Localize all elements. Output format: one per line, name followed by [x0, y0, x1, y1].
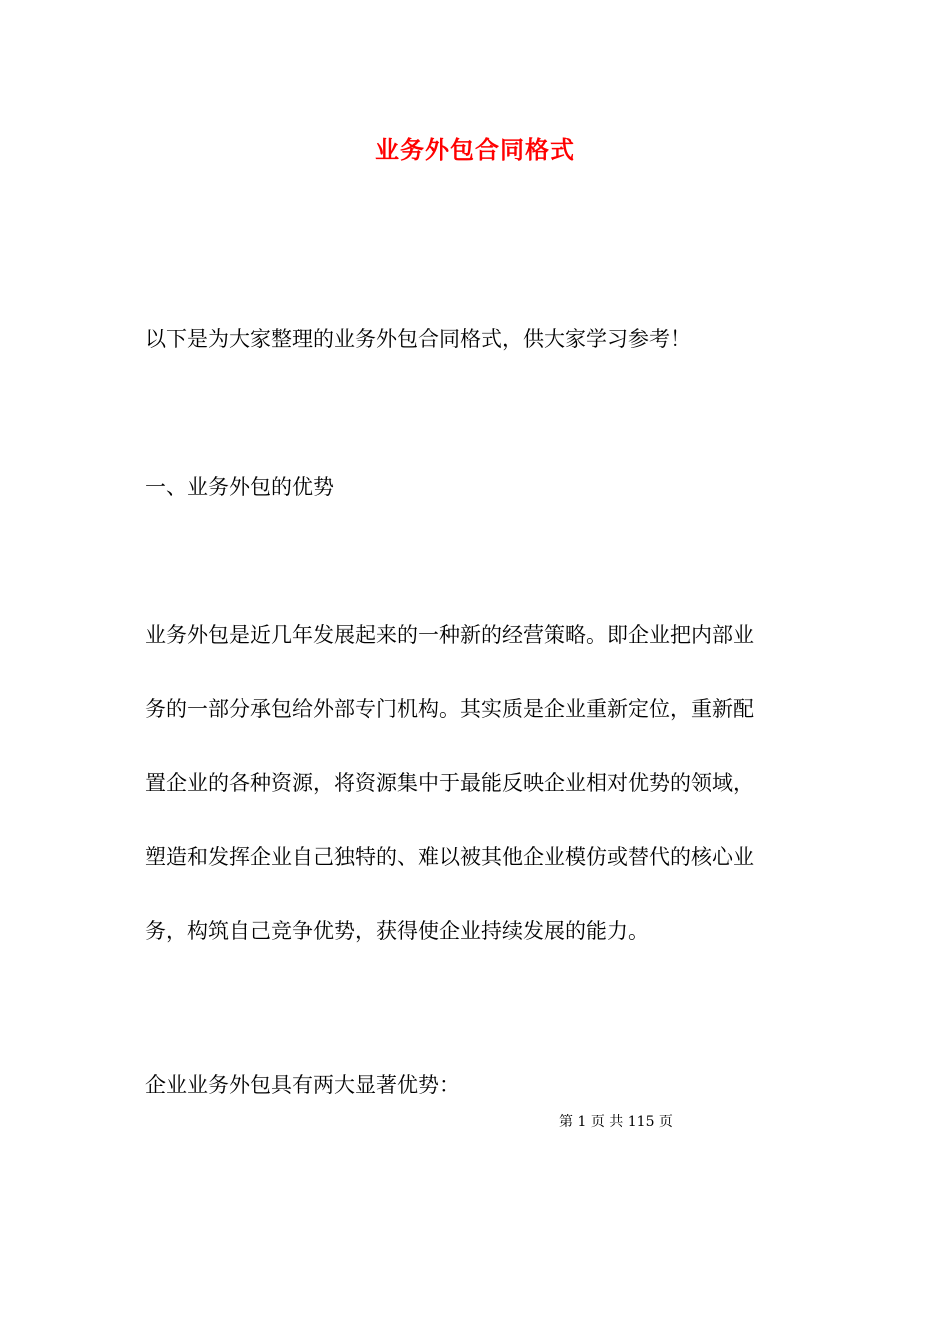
body-line: 务，构筑自己竞争优势，获得使企业持续发展的能力。 — [145, 919, 649, 943]
body-line: 业务外包是近几年发展起来的一种新的经营策略。即企业把内部业 — [145, 623, 754, 647]
body-paragraph — [145, 598, 815, 968]
intro-paragraph: 以下是为大家整理的业务外包合同格式，供大家学习参考！ — [145, 327, 691, 351]
page-footer — [0, 1110, 950, 1134]
section-heading: 一、业务外包的优势 — [145, 475, 334, 499]
advantages-intro: 企业业务外包具有两大显著优势： — [145, 1073, 460, 1097]
page-number-label: 第 1 页 共 115 页 — [559, 1114, 673, 1130]
body-line: 置企业的各种资源，将资源集中于最能反映企业相对优势的领域， — [145, 771, 754, 795]
body-line: 务的一部分承包给外部专门机构。其实质是企业重新定位，重新配 — [145, 697, 754, 721]
body-line: 塑造和发挥企业自己独特的、难以被其他企业模仿或替代的核心业 — [145, 845, 754, 869]
document-title: 业务外包合同格式 — [375, 136, 575, 164]
